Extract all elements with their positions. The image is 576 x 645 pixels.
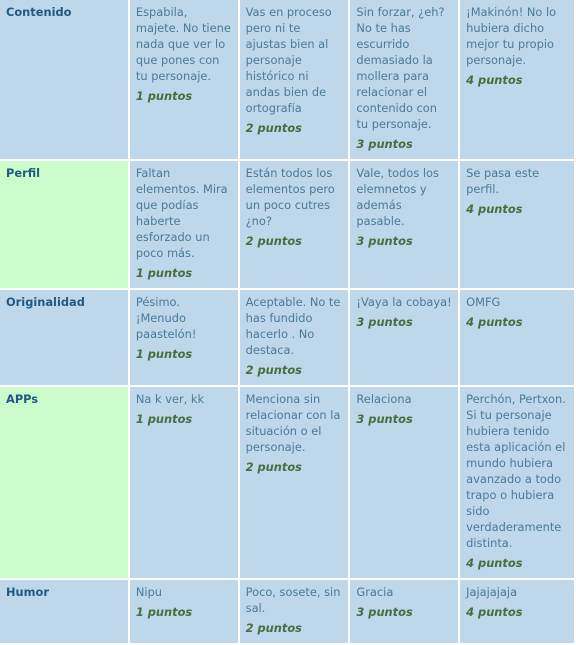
rubric-cell [240, 290, 349, 385]
cell-points: 2 puntos [245, 234, 302, 248]
rubric-row-originalidad [0, 290, 574, 385]
rubric-cell [240, 580, 349, 643]
cell-description: Vale, todos los elemnetos y además pasable. [356, 166, 439, 228]
rubric-cell [130, 290, 238, 385]
rubric-cell [130, 0, 238, 159]
cell-description: ¡Vaya la cobaya! [356, 295, 452, 309]
rubric-cell [350, 387, 458, 578]
cell-description: Faltan elementos. Mira que podías haberte esforzado un poco más. [135, 166, 228, 260]
cell-points: 1 puntos [135, 347, 193, 361]
cell-points: 2 puntos [245, 621, 302, 635]
cell-points: 1 puntos [135, 266, 193, 280]
cell-description: Gracia [356, 585, 394, 599]
cell-description: Aceptable. No te has fundido hacerlo . No destaca. [245, 295, 341, 357]
rubric-cell [240, 387, 349, 578]
rubric-cell [350, 0, 458, 159]
cell-points: 2 puntos [245, 121, 302, 135]
criterion-label: APPs [0, 387, 128, 578]
cell-points: 3 puntos [356, 137, 413, 151]
cell-points: 4 puntos [466, 202, 523, 216]
cell-points: 3 puntos [356, 605, 413, 619]
cell-description: Se pasa este perfil. [466, 166, 540, 196]
cell-points: 3 puntos [356, 315, 413, 329]
rubric-cell [130, 580, 238, 643]
criterion-label: Humor [0, 580, 128, 643]
cell-description: ¡Makinón! No lo hubiera dicho mejor tu propio personaje. [466, 5, 557, 67]
rubric-cell [460, 290, 574, 385]
cell-description: Relaciona [356, 392, 412, 406]
cell-points: 3 puntos [356, 234, 413, 248]
cell-points: 1 puntos [135, 412, 193, 426]
cell-points: 2 puntos [245, 363, 302, 377]
rubric-cell [460, 161, 574, 288]
criterion-label: Originalidad [0, 290, 128, 385]
rubric-cell [350, 161, 458, 288]
rubric-cell [460, 0, 574, 159]
cell-description: Perchón, Pertxon. Si tu personaje hubiera tenido esta aplicación el mundo hubiera avanzado a todo trapo o hubiera sido verdaderamente distinta. [466, 392, 566, 550]
criterion-label: Perfil [0, 161, 128, 288]
rubric-cell [460, 580, 574, 643]
cell-description: Pésimo. ¡Menudo paastelón! [135, 295, 197, 341]
cell-points: 4 puntos [466, 315, 523, 329]
rubric-cell [240, 0, 349, 159]
cell-description: OMFG [466, 295, 501, 309]
rubric-cell [350, 580, 458, 643]
rubric-cell [350, 290, 458, 385]
cell-description: Sin forzar, ¿eh? No te has escurrido demasiado la mollera para relacionar el contenido con tu personaje. [356, 5, 445, 131]
rubric-cell [130, 161, 238, 288]
rubric-cell [130, 387, 238, 578]
cell-description: Espabila, majete. No tiene nada que ver lo que pones con tu personaje. [135, 5, 231, 83]
cell-description: Poco, sosete, sin sal. [245, 585, 341, 615]
cell-points: 4 puntos [466, 556, 523, 570]
cell-points: 4 puntos [466, 73, 523, 87]
cell-description: Jajajajaja [466, 585, 518, 599]
cell-description: Na k ver, kk [135, 392, 205, 406]
cell-points: 2 puntos [245, 460, 302, 474]
cell-points: 1 puntos [135, 89, 193, 103]
rubric-row-humor [0, 580, 574, 643]
cell-description: Están todos los elementos pero un poco cutres ¿no? [245, 166, 335, 228]
cell-description: Nipu [135, 585, 163, 599]
cell-description: Menciona sin relacionar con la situación o el personaje. [245, 392, 341, 454]
cell-points: 3 puntos [356, 412, 413, 426]
cell-points: 4 puntos [466, 605, 523, 619]
cell-description: Vas en proceso pero ni te ajustas bien al personaje histórico ni andas bien de ortografía [245, 5, 332, 115]
rubric-row-apps [0, 387, 574, 578]
criterion-label: Contenido [0, 0, 128, 159]
rubric-cell [460, 387, 574, 578]
rubric-row-contenido [0, 0, 574, 159]
cell-points: 1 puntos [135, 605, 193, 619]
rubric-cell [240, 161, 349, 288]
rubric-row-perfil [0, 161, 574, 288]
